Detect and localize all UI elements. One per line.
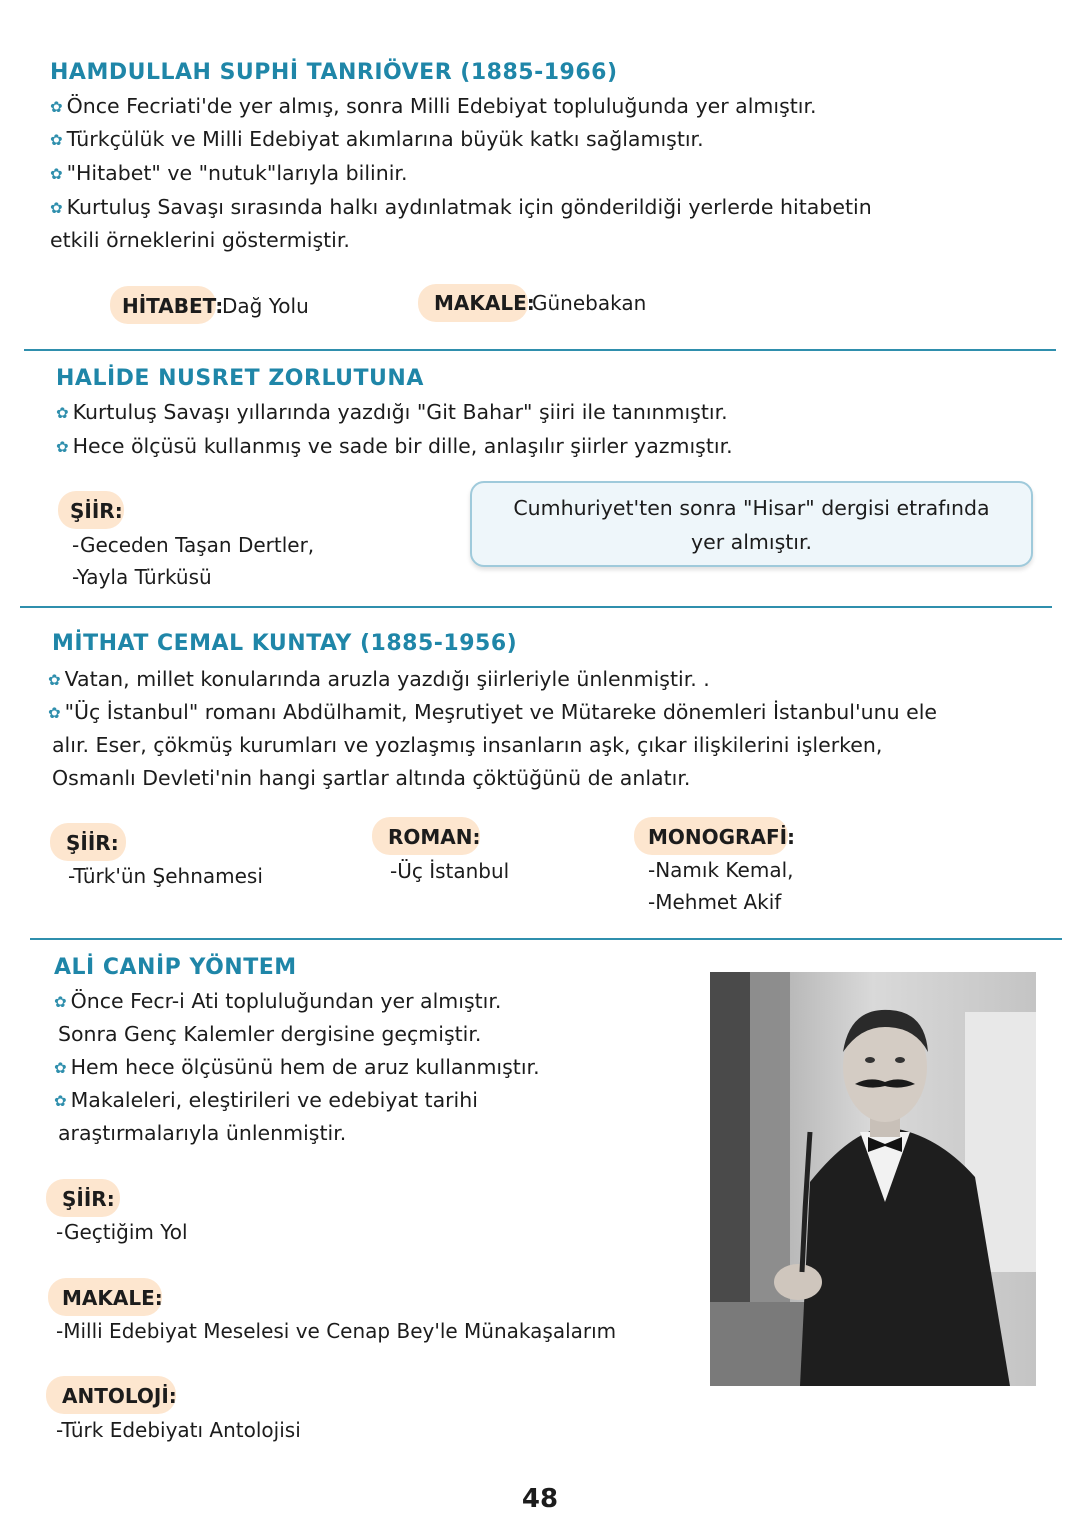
bullet-line: ✿ Önce Fecr-i Ati topluluğundan yer almıştır. (54, 989, 502, 1013)
bullet-line: ✿ Türkçülük ve Milli Edebiyat akımlarına büyük katkı sağlamıştır. (50, 127, 704, 151)
tag-item: -Geçtiğim Yol (56, 1220, 188, 1244)
callout-line: yer almıştır. (690, 530, 813, 554)
tag-item: -Yayla Türküsü (72, 565, 212, 589)
tag-label-siir: ŞİİR: (62, 1187, 115, 1211)
tag-item: -Milli Edebiyat Meselesi ve Cenap Bey'le Münakaşalarım (56, 1319, 617, 1343)
flower-bullet-icon: ✿ (54, 1059, 67, 1077)
tag-item: -Türk Edebiyatı Antolojisi (56, 1418, 301, 1442)
tag-item: -Namık Kemal, (648, 858, 794, 882)
tag-label-hitabet: HİTABET: (122, 294, 224, 318)
bullet-line: ✿ Hece ölçüsü kullanmış ve sade bir dille, anlaşılır şiirler yazmıştır. (56, 434, 733, 458)
flower-bullet-icon: ✿ (54, 1092, 67, 1110)
text-line: araştırmalarıyla ünlenmiştir. (58, 1121, 347, 1145)
bullet-line: ✿ Kurtuluş Savaşı sırasında halkı aydınlatmak için gönderildiği yerlerde hitabetin (50, 195, 872, 219)
section-title-ali-canip: ALİ CANİP YÖNTEM (54, 955, 297, 980)
bullet-line: ✿ Hem hece ölçüsünü hem de aruz kullanmıştır. (54, 1055, 540, 1079)
bullet-line: ✿ "Üç İstanbul" romanı Abdülhamit, Meşrutiyet ve Mütareke dönemleri İstanbul'unu ele (48, 700, 938, 724)
tag-label-monografi: MONOGRAFİ: (648, 825, 796, 849)
text-line: Sonra Genç Kalemler dergisine geçmiştir. (58, 1022, 482, 1046)
tag-item: -Geceden Taşan Dertler, (72, 533, 315, 557)
tag-label-antoloji: ANTOLOJİ: (62, 1384, 177, 1408)
flower-bullet-icon: ✿ (56, 404, 69, 422)
section-title-hamdullah: HAMDULLAH SUPHİ TANRIÖVER (1885-1966) (50, 60, 618, 85)
portrait-photo (710, 972, 1036, 1386)
section-divider (20, 606, 1052, 608)
tag-label-siir: ŞİİR: (66, 831, 119, 855)
flower-bullet-icon: ✿ (48, 671, 61, 689)
bullet-line: ✿ Vatan, millet konularında aruzla yazdığı şiirleriyle ünlenmiştir. . (48, 667, 710, 691)
text-line: alır. Eser, çökmüş kurumları ve yozlaşmış insanların aşk, çıkar ilişkilerini işlerken, (52, 733, 883, 757)
flower-bullet-icon: ✿ (48, 704, 61, 722)
bullet-line: ✿ Önce Fecriati'de yer almış, sonra Milli Edebiyat topluluğunda yer almıştır. (50, 94, 817, 118)
section-title-halide: HALİDE NUSRET ZORLUTUNA (56, 366, 424, 391)
flower-bullet-icon: ✿ (50, 165, 63, 183)
tag-value: Dağ Yolu (222, 294, 309, 318)
flower-bullet-icon: ✿ (56, 438, 69, 456)
tag-label-makale: MAKALE: (62, 1286, 163, 1310)
text-line: Osmanlı Devleti'nin hangi şartlar altında çöktüğünü de anlatır. (52, 766, 691, 790)
tag-value: Günebakan (532, 291, 647, 315)
bullet-line: ✿ "Hitabet" ve "nutuk"larıyla bilinir. (50, 161, 408, 185)
flower-bullet-icon: ✿ (50, 199, 63, 217)
section-divider (24, 349, 1056, 351)
section-divider (30, 938, 1062, 940)
tag-item: -Mehmet Akif (648, 890, 782, 914)
text-line: etkili örneklerini göstermiştir. (50, 228, 350, 252)
flower-bullet-icon: ✿ (50, 98, 63, 116)
tag-label-roman: ROMAN: (388, 825, 481, 849)
tag-item: -Üç İstanbul (390, 859, 510, 883)
section-title-mithat: MİTHAT CEMAL KUNTAY (1885-1956) (52, 631, 518, 656)
info-callout (470, 481, 1033, 567)
callout-line: Cumhuriyet'ten sonra "Hisar" dergisi etrafında (513, 496, 990, 520)
bullet-line: ✿ Kurtuluş Savaşı yıllarında yazdığı "Git Bahar" şiiri ile tanınmıştır. (56, 400, 728, 424)
page-number: 48 (521, 1484, 559, 1514)
tag-label-siir: ŞİİR: (70, 499, 123, 523)
flower-bullet-icon: ✿ (50, 131, 63, 149)
tag-label-makale: MAKALE: (434, 291, 535, 315)
tag-item: -Türk'ün Şehnamesi (68, 864, 263, 888)
bullet-line: ✿ Makaleleri, eleştirileri ve edebiyat tarihi (54, 1088, 478, 1112)
flower-bullet-icon: ✿ (54, 993, 67, 1011)
